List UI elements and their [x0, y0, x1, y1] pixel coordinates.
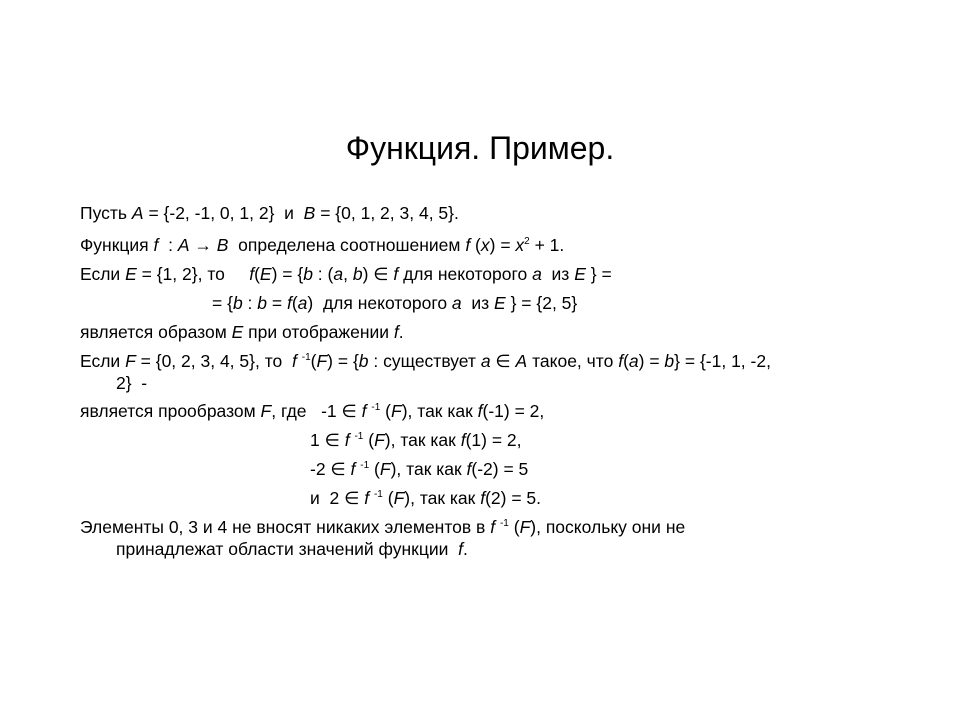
line-function-definition: Функция f : A → B определена соотношением f $(x) = x^2 + 1$.	[80, 235, 565, 255]
line-preimage-set-cont: 2} -	[116, 373, 148, 393]
line-preimage-1: 1 ∈ f $^{-1}$ (F), так как f(1) = 2,	[310, 430, 522, 450]
line-sets-definition: Пусть A = {-2, -1, 0, 1, 2} и B = {0, 1, 2, 3, 4, 5}.	[80, 203, 459, 223]
line-conclusion-cont: принадлежат области значений функции f.	[116, 539, 468, 559]
line-preimage-2: и 2 ∈ f $^{-1}$ (F), так как f(2) = 5.	[310, 488, 541, 508]
bound-line-0	[0, 0, 1, 1]
line-conclusion: Элементы 0, 3 и 4 не вносят никаких элементов в f $^{-1}$ (F), поскольку они не	[80, 517, 686, 537]
line-preimage-set-f: Если F = {0, 2, 3, 4, 5}, то f $^{-1}$(F) = {b : существует a ∈ A такое, что f(a) = b} = {-1, 1, -2,	[80, 351, 771, 371]
line-preimage-minus2: -2 ∈ f $^{-1}$ (F), так как f(-2) = 5	[310, 459, 529, 479]
line-image-statement: является образом E при отображении f.	[80, 322, 404, 342]
line-image-set-e: Если E = {1, 2}, то f(E) = {b : (a, b) ∈ f для некоторого a из E } =	[80, 264, 612, 284]
slide-title: Функция. Пример.	[345, 130, 615, 166]
bound-text-layer	[0, 0, 1, 1]
line-preimage-statement: является прообразом F, где -1 ∈ f $^{-1}$ (F), так как f(-1) = 2,	[80, 401, 545, 421]
line-image-result: = {b : b = f(a) для некоторого a из E } = {2, 5}	[212, 293, 578, 313]
